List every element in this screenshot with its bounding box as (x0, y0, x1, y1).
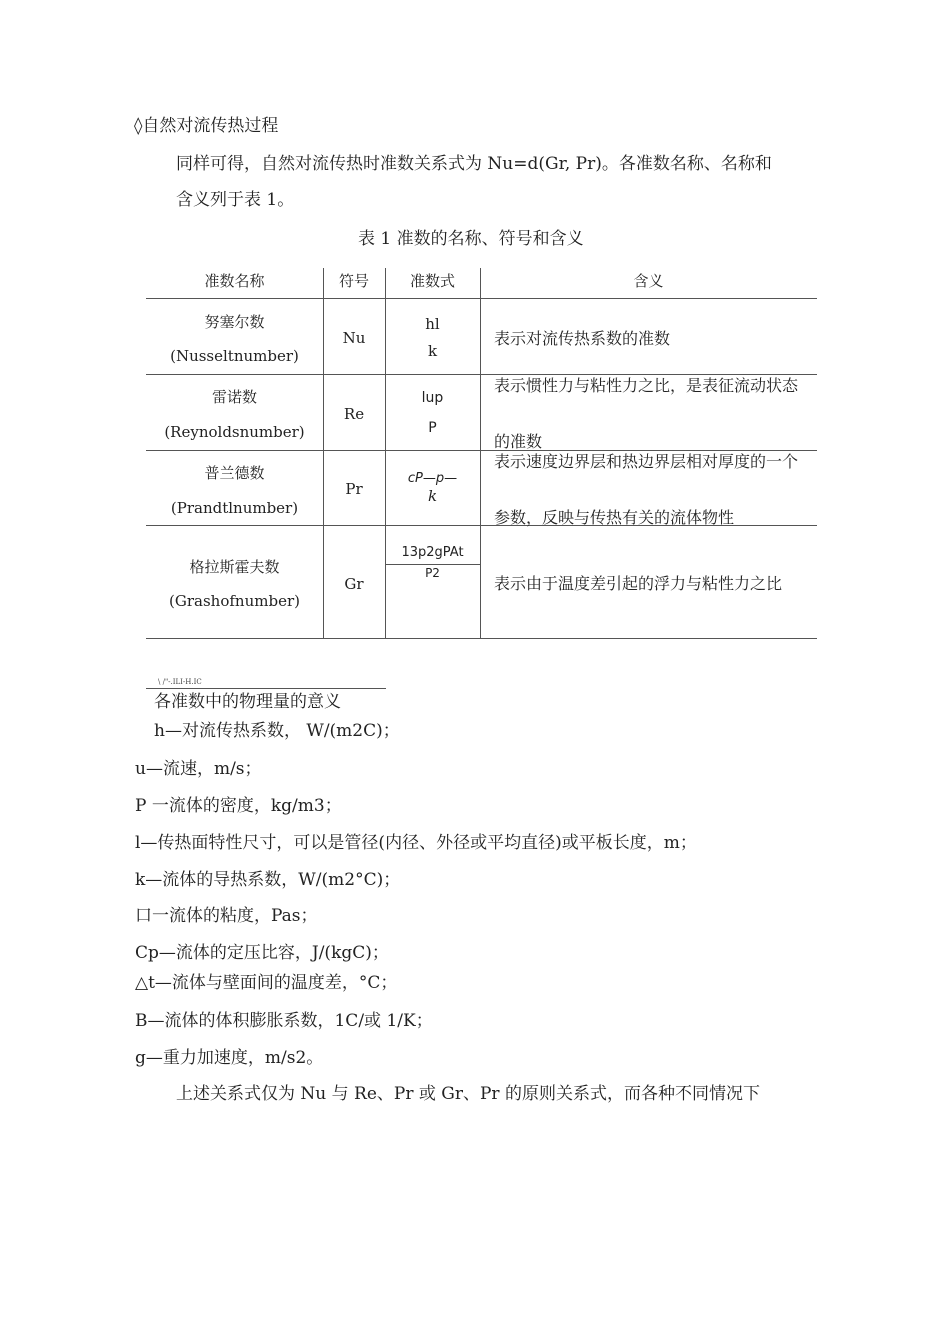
grashof-symbol: Gr (344, 575, 364, 593)
grashof-meaning: 表示由于温度差引起的浮力与粘性力之比 (494, 574, 783, 593)
table-rule-bottom (146, 638, 817, 639)
section-heading: ◊自然对流传热过程 (134, 116, 279, 136)
quantity-item: Cp—流体的定压比容，J/(kgC)； (135, 943, 389, 963)
quantity-item: g—重力加速度，m/s2。 (135, 1048, 324, 1068)
prandtl-meaning-line1: 表示速度边界层和热边界层相对厚度的一个 (494, 452, 799, 471)
reynolds-name-en: (Reynoldsnumber) (164, 423, 305, 441)
reynolds-name-cn: 雷诺数 (211, 388, 257, 406)
nusselt-name-en: (Nusseltnumber) (170, 347, 299, 365)
grashof-name-en: (Grashofnumber) (169, 592, 300, 610)
grashof-name-cn: 格拉斯霍夫数 (189, 558, 280, 576)
table-divider-3 (480, 268, 481, 638)
quantities-heading: 各准数中的物理量的意义 (154, 692, 341, 712)
header-meaning: 含义 (633, 272, 664, 290)
quantity-item: k—流体的导热系数，W/(m2°C)； (135, 870, 401, 890)
intro-paragraph-line1: 同样可得，自然对流传热时准数关系式为 Nu=d(Gr, Pr)。各准数名称、名称和 (176, 154, 772, 174)
quantity-item: △t—流体与壁面间的温度差，°C； (135, 973, 398, 993)
quantity-item: l—传热面特性尺寸，可以是管径(内径、外径或平均直径)或平板长度，m； (135, 833, 697, 853)
header-name: 准数名称 (204, 272, 265, 290)
table-rule-header (146, 298, 817, 299)
grashof-formula-top: 13p2gPAt (401, 545, 464, 560)
quantity-item: h—对流传热系数， W/(m2C)； (154, 721, 400, 741)
nusselt-formula-bottom: k (427, 342, 438, 360)
reynolds-formula-bottom: P (428, 420, 437, 436)
quantity-item: P 一流体的密度，kg/m3； (135, 796, 342, 816)
tiny-note: \ /"-.ILI-H.IC (158, 678, 202, 686)
nusselt-name-cn: 努塞尔数 (204, 313, 265, 331)
quantity-item: B—流体的体积膨胀系数，1C/或 1/K； (135, 1011, 433, 1031)
reynolds-formula-top: lup (421, 390, 444, 406)
quantity-item: 口一流体的粘度，Pas； (135, 906, 318, 926)
prandtl-formula-top: cP—p— (407, 471, 458, 486)
prandtl-formula-bottom: k (427, 487, 438, 505)
prandtl-name-cn: 普兰德数 (204, 464, 265, 482)
nusselt-meaning: 表示对流传热系数的准数 (494, 329, 671, 348)
reynolds-meaning-line2: 的准数 (494, 432, 543, 451)
heading-rule (146, 688, 386, 689)
gr-formula-rule (386, 564, 480, 565)
prandtl-meaning-line2: 参数，反映与传热有关的流体物性 (494, 508, 735, 527)
header-symbol: 符号 (338, 272, 369, 290)
grashof-formula-bottom: P2 (425, 566, 440, 580)
header-formula: 准数式 (409, 272, 455, 290)
intro-paragraph-line2: 含义列于表 1。 (176, 190, 295, 210)
reynolds-symbol: Re (343, 405, 365, 423)
nusselt-symbol: Nu (342, 329, 366, 347)
quantity-item: u—流速，m/s； (135, 759, 262, 779)
closing-paragraph: 上述关系式仅为 Nu 与 Re、Pr 或 Gr、Pr 的原则关系式，而各种不同情况下 (176, 1084, 760, 1104)
prandtl-symbol: Pr (345, 480, 363, 498)
prandtl-name-en: (Prandtlnumber) (170, 499, 299, 517)
table-caption: 表 1 准数的名称、符号和含义 (358, 229, 584, 249)
nusselt-formula-top: hl (425, 315, 440, 333)
reynolds-meaning-line1: 表示惯性力与粘性力之比，是表征流动状态 (494, 376, 799, 395)
table-rule-row1 (146, 374, 817, 375)
